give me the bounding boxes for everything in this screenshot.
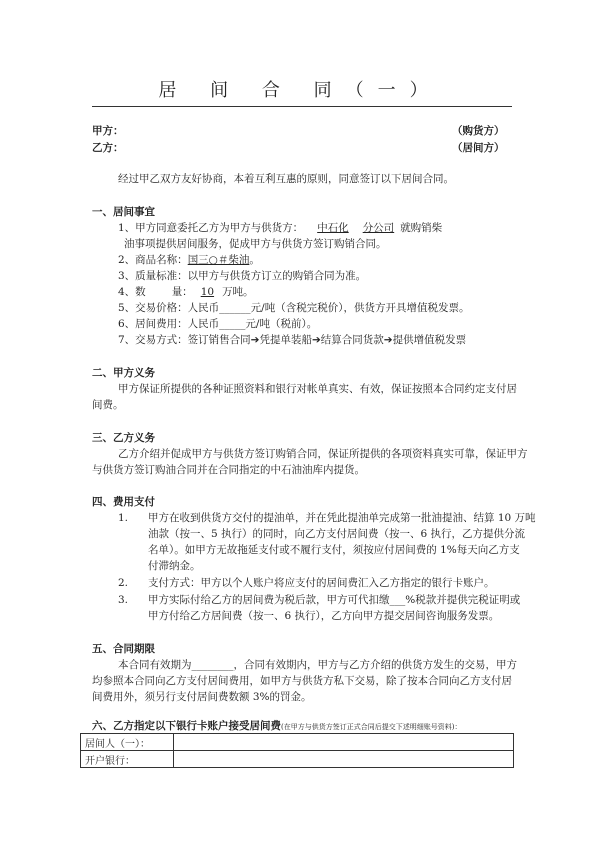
section-3-heading: 三、乙方义务 (92, 432, 155, 444)
contract-title: 居 间 合 同（一） (158, 80, 442, 101)
s4-p1-line-1: 甲方在收到供货方交付的提油单，并在凭此提油单完成第一批油提油、结算 10 万吨 (148, 512, 536, 524)
s4-p1-line-3: 名单）。如甲方无故拖延支付或不履行支付，须按应付居间费的 1%每天向乙方支 (148, 544, 520, 556)
s1-item-3: 3、质量标准：以甲方与供货方订立的购销合同为准。 (118, 270, 367, 282)
s4-p3-line-1: 甲方实际付给乙方的居间费为税后款，甲方可代扣缴___%税款并提供完税证明或 (148, 594, 521, 606)
party-a-label: 甲方： (92, 125, 124, 137)
broker-label: 居间人（一）： (81, 734, 174, 751)
section-6-note: (在甲方与供货方签订正式合同后提交下述明细账号资料)： (281, 723, 462, 731)
s5-line-3: 间费用外，须另行支付居间费数额 3%的罚金。 (92, 691, 312, 703)
broker-value-cell (174, 734, 514, 751)
s4-p2-line-1: 支付方式：甲方以个人账户将应支付的居间费汇入乙方指定的银行卡账户。 (148, 577, 495, 589)
section-5-heading: 五、合同期限 (92, 643, 155, 655)
bank-value-cell (174, 751, 514, 768)
s2-line-1: 甲方保证所提供的各种证照资料和银行对帐单真实、有效，保证按照本合同约定支付居 (118, 383, 517, 395)
s5-line-1: 本合同有效期为________，合同有效期内，甲方与乙方介绍的供货方发生的交易，甲方 (118, 659, 517, 671)
section-6-heading: 六、乙方指定以下银行卡账户接受居间费 (92, 720, 281, 732)
s4-num-2: 2. (118, 577, 129, 589)
s1-item-5: 5、交易价格：人民币______元/吨（含税完税价），供货方开具增值税发票。 (118, 302, 470, 314)
s4-p1-line-4: 付滞纳金。 (148, 560, 201, 572)
intro-text: 经过甲乙双方友好协商，本着互利互惠的原则，同意签订以下居间合同。 (118, 173, 454, 185)
s1-item-1 (118, 221, 442, 235)
s1-item-1-tail: 就购销柴 (400, 222, 443, 234)
party-a-role: （购货方） (452, 125, 505, 137)
s4-p3-line-2: 甲方付给乙方居间费（按一、6 执行），乙方向甲方提交居间咨询服务发票。 (148, 610, 500, 622)
s4-num-1: 1. (118, 512, 129, 524)
table-row (81, 751, 514, 768)
s3-line-1: 乙方介绍并促成甲方与供货方签订购销合同，保证所提供的各项资料真实可靠，保证甲方 (118, 448, 528, 460)
s4-p1-line-2: 油款（按一、5 执行）的同时，向乙方支付居间费（按一、6 执行，乙方提供分流 (148, 528, 526, 540)
s1-item-1-cont: 油事项提供居间服务，促成甲方与供货方签订购销合同。 (124, 238, 387, 250)
quantity-value: 10 (200, 286, 215, 298)
s1-item-4 (118, 285, 254, 299)
bank-label: 开户银行： (81, 751, 174, 768)
party-b-label: 乙方： (92, 142, 124, 154)
s1-item-4-unit: 万吨。 (222, 286, 254, 298)
section-4-heading: 四、费用支付 (92, 496, 155, 508)
s1-item-1-text: 1、甲方同意委托乙方为甲方与供货方： (118, 222, 304, 234)
s3-line-2: 与供货方签订购油合同并在合同指定的中石油油库内提货。 (92, 464, 365, 476)
title-rule (92, 106, 512, 107)
product-name: 国三○＃柴油 (187, 254, 250, 266)
supplier-name: 中石化 (317, 222, 349, 234)
bank-account-table (80, 733, 514, 768)
s1-item-4-label-b: 量： (171, 286, 193, 298)
s1-item-4-label-a: 4、数 (118, 286, 146, 298)
s2-line-2: 间费。 (92, 399, 124, 411)
supplier-branch: 分公司 (362, 222, 395, 234)
party-b-role: （居间方） (452, 142, 505, 154)
section-6-heading-row (92, 719, 461, 734)
s1-item-2-label: 2、商品名称： (118, 254, 188, 266)
s4-num-3: 3. (118, 594, 129, 606)
section-1-heading: 一、居间事宜 (92, 206, 155, 218)
s1-item-6: 6、居间费用：人民币_____元/吨（税前）。 (118, 318, 318, 330)
s1-item-2 (118, 253, 260, 267)
s5-line-2: 均参照本合同向乙方支付居间费用，如甲方与供货方私下交易，除了按本合同向乙方支付居 (92, 675, 512, 687)
s1-item-2-tail: 。 (249, 254, 260, 266)
table-row (81, 734, 514, 751)
section-2-heading: 二、甲方义务 (92, 367, 155, 379)
s1-item-7: 7、交易方式：签订销售合同➔凭提单装船➔结算合同货款➔提供增值税发票 (118, 334, 467, 346)
